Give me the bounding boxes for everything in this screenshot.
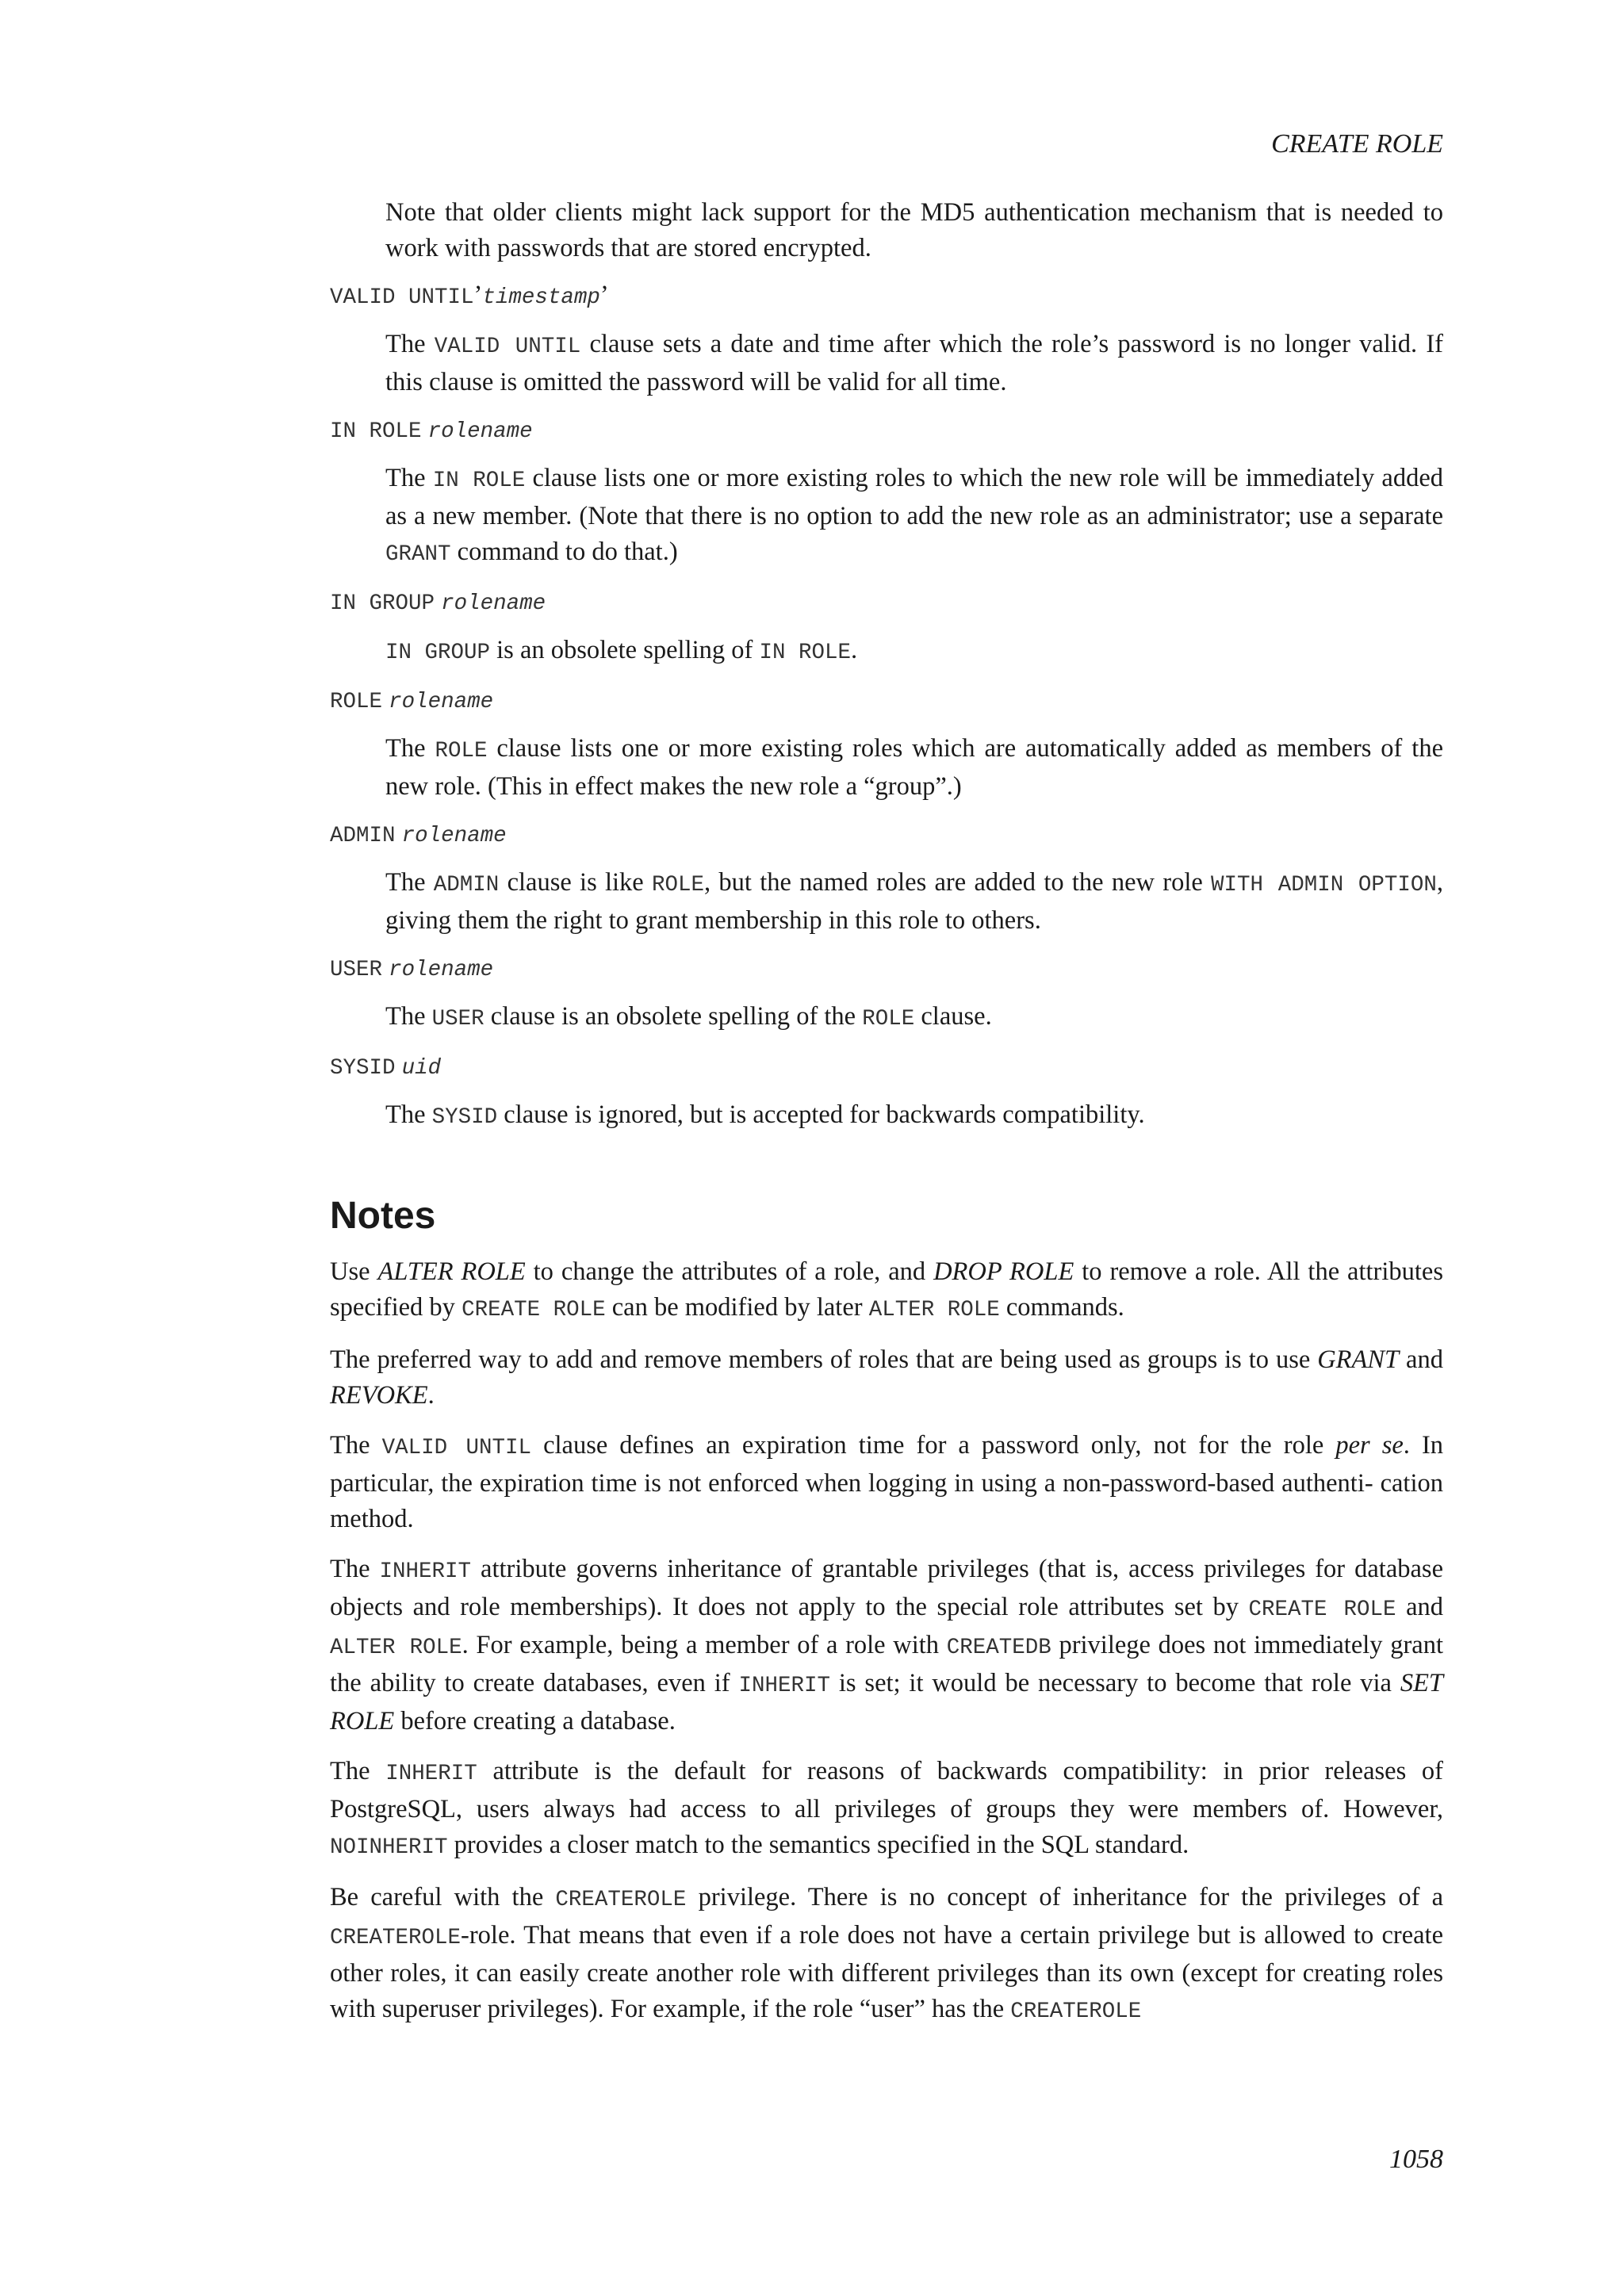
notes-paragraph-5: The INHERIT attribute is the default for reasons of backwards compatibility: in prior releases of PostgreSQL, users always had access to all privileges of groups they were members of. However, NOINHERIT provides a closer match to the semantics specified in the SQL standard. <box>330 1757 1443 1860</box>
param-def-admin: The ADMIN clause is like ROLE, but the named roles are added to the new role WITH ADMIN OPTION, giving them the right to grant membership in this role to others. <box>385 868 1444 935</box>
page-number: 1058 <box>1389 2145 1443 2174</box>
notes-paragraph-1: Use ALTER ROLE to change the attributes of a role, and DROP ROLE to remove a role. All the attributes specified by CREATE ROLE can be modified by later ALTER ROLE commands. <box>330 1257 1443 1322</box>
password-note: Note that older clients might lack support for the MD5 authentication mechanism that is needed to work with passwords that are stored encrypted. <box>385 198 1443 262</box>
param-term-in-role: IN ROLE rolename <box>330 419 533 444</box>
notes-paragraph-4: The INHERIT attribute governs inheritance of grantable privileges (that is, access privileges for database objects and role memberships). It does not apply to the special role attributes set by CREATE ROLE and ALTER ROLE. For example, being a member of a role with CREATEDB privilege does not immediately grant the ability to create databases, even if INHERIT is set; it would be necessary to become that role via SET ROLE before creating a database. <box>330 1555 1443 1735</box>
param-term-sysid: SYSID uid <box>330 1056 442 1081</box>
param-def-sysid: The SYSID clause is ignored, but is accepted for backwards compatibility. <box>385 1100 1145 1130</box>
param-term-admin: ADMIN rolename <box>330 824 507 848</box>
section-title-notes: Notes <box>330 1195 436 1237</box>
param-def-role: The ROLE clause lists one or more existing roles which are automatically added as members of the new role. (This in effect makes the new role a “group”.) <box>385 734 1443 801</box>
param-term-valid-until: VALID UNTIL’timestamp’ <box>330 281 609 310</box>
param-def-in-group: IN GROUP is an obsolete spelling of IN ROLE. <box>385 636 858 665</box>
param-def-in-role: The IN ROLE clause lists one or more existing roles to which the new role will be immediately added as a new member. (Note that there is no option to add the new role as an administrator; use a separate GRANT command to do that.) <box>385 464 1443 567</box>
notes-paragraph-2: The preferred way to add and remove members of roles that are being used as groups is to use GRANT and REVOKE. <box>330 1345 1443 1410</box>
running-header: CREATE ROLE <box>1271 129 1443 159</box>
param-term-in-group: IN GROUP rolename <box>330 591 546 616</box>
param-def-valid-until: The VALID UNTIL clause sets a date and time after which the role’s password is no longer valid. If this clause is omitted the password will be valid for all time. <box>385 330 1444 396</box>
notes-paragraph-3: The VALID UNTIL clause defines an expiration time for a password only, not for the role per se. In particular, the expiration time is not enforced when logging in using a non-password-based authenti- cation method. <box>330 1431 1444 1533</box>
param-term-user: USER rolename <box>330 958 494 982</box>
param-term-role: ROLE rolename <box>330 690 494 714</box>
page-content <box>330 195 1443 2044</box>
notes-paragraph-6: Be careful with the CREATEROLE privilege. There is no concept of inheritance for the privileges of a CREATEROLE-role. That means that even if a role does not have a certain privilege but is allowed to create other roles, it can easily create another role with different privileges than its own (except for creating roles with superuser privileges). For example, if the role “user” has the CREATEROLE <box>330 1883 1444 2024</box>
param-def-user: The USER clause is an obsolete spelling of the ROLE clause. <box>385 1002 992 1031</box>
